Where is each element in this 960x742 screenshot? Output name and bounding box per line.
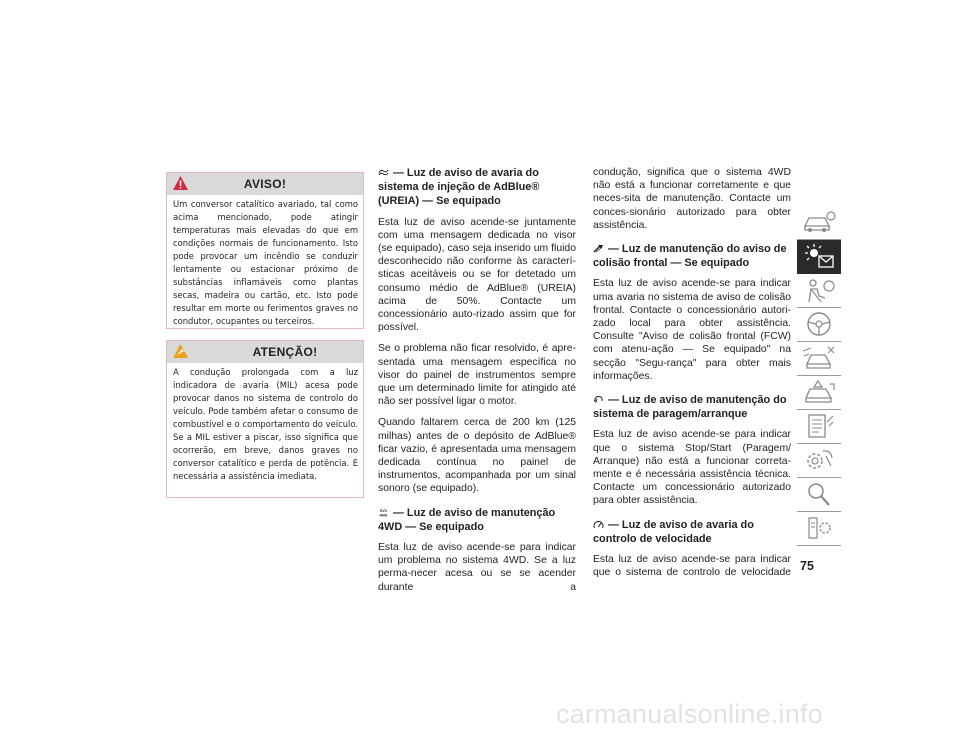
svc-4wd-icon — [378, 508, 389, 517]
section-heading-adblue: — Luz de aviso de avaria do sistema de injeção de AdBlue® (UREIA) — Se equipado — [378, 167, 540, 208]
warning-box-aviso — [166, 172, 364, 329]
paragraph: Esta luz de aviso acende-se para indicar um problema no sistema 4WD. Se a luz perma-necer acesa ou se se acender durante a — [378, 542, 576, 593]
warning-box-text: Um conversor catalítico avariado, tal como acima mencionado, pode atingir temperaturas mais elevadas do que em condições normais de funcionamento. Isto pode provocar um incêndio se conduzir lentamente ou estacionar próximo de substâncias inflamáveis como plantas secas, madeira ou cartão, etc. Isto pode resultar em morte ou ferimentos graves no condutor, ocupantes ou terceiros. — [173, 199, 358, 327]
stop-start-icon — [593, 395, 604, 404]
section-heading-fcw: — Luz de manutenção do aviso de colisão frontal — Se equipado — [593, 243, 787, 270]
warning-box-header — [167, 173, 363, 195]
watermark: carmanualsonline.info — [556, 699, 823, 729]
side-tab-driving[interactable] — [797, 342, 841, 376]
paragraph: Esta luz de aviso acende-se juntamente com uma mensagem dedicada no visor (se equipado), caso seja inserido um fluido desconhecido não conforme às caracterí-sticas aceitáveis ou se for detetado um consumo médio de AdBlue® (UREIA) acima de 50%. Contacte um concessionário auto-rizado assim que for possível. — [378, 216, 576, 334]
caution-box-header — [167, 341, 363, 363]
section-heading-4wd: SVC 4WD — Luz de aviso de manutenção 4WD — Se equipado — [378, 506, 556, 533]
paragraph: Esta luz de aviso acende-se para indicar que o sistema Stop/Start (Paragem/ Arranque) não está a funcionar correta-mente e é necessária assistência técnica. Contacte um concessionário autorizado para obter assistência. — [593, 429, 791, 507]
multimedia-settings-icon — [801, 514, 837, 542]
caution-box-title: ATENÇÃO! — [252, 345, 318, 359]
specifications-gear-icon — [801, 446, 837, 474]
caution-triangle-icon — [172, 343, 189, 359]
side-tab-steering[interactable] — [797, 308, 841, 342]
side-tab-warning-lights[interactable] — [797, 240, 841, 274]
speed-control-icon — [593, 520, 604, 529]
paragraph: condução, significa que o sistema 4WD não está a funcionar corretamente e que neces-sita de manutenção. Contacte um conces-sionário autorizado para obter assistência. — [593, 167, 791, 231]
side-tab-maintenance[interactable] — [797, 410, 841, 444]
side-tab-car-info[interactable] — [797, 206, 841, 240]
caution-box-atencao — [166, 340, 364, 498]
maintenance-checklist-icon — [801, 412, 837, 440]
svg-text:4WD: 4WD — [379, 513, 388, 517]
side-tab-safety[interactable] — [797, 274, 841, 308]
page-number: 75 — [800, 559, 814, 573]
warning-box-title: AVISO! — [243, 177, 287, 191]
car-info-icon — [801, 208, 837, 236]
paragraph: Se o problema não ficar resolvido, é apre-sentada uma mensagem específica no visor do painel de instrumentos sempre que um determinado limite for atingido até não ser possível ligar o motor. — [378, 343, 576, 408]
paragraph: Esta luz de aviso acende-se para indicar uma avaria no sistema de aviso de colisão frontal. Contacte o concessionário autori-zado local para obter assistência. Consulte "Aviso de colisão frontal (FCW) com atenu-ação — Se equipado" na secção "Segu-rança" para obter mais informações. — [593, 278, 791, 382]
steering-wheel-icon — [801, 310, 837, 338]
forward-collision-icon — [593, 244, 604, 253]
car-driving-icon — [801, 344, 837, 372]
paragraph: Quando faltarem cerca de 200 km (125 milhas) antes de o depósito de AdBlue® ficar vazio, é apresentada uma mensagem dedicada contínua no painel de instrumentos, acompanhada por um sinal sonoro (se equipado). — [378, 417, 576, 495]
side-tab-emergency[interactable] — [797, 376, 841, 410]
side-tab-multimedia[interactable] — [797, 512, 841, 546]
paragraph: Esta luz de aviso acende-se para indicar que o sistema de controlo de velocidade — [593, 554, 791, 579]
caution-box-text: A condução prolongada com a luz indicadora de avaria (MIL) acesa pode provocar danos no sistema de controlo do veículo. Pode também afetar o consumo de combustível e o comportamento do veículo. Se a MIL estiver a piscar, isso significa que ocorrerão, em breve, danos graves no conversor catalítico e perda de potência. É necessária a assistência imediata. — [173, 367, 358, 482]
adblue-icon — [378, 168, 389, 177]
search-index-icon — [801, 480, 837, 508]
svg-text:SVC: SVC — [379, 508, 388, 513]
section-heading-stop-start: — Luz de aviso de manutenção do sistema de paragem/arranque — [593, 394, 787, 421]
text-column-left — [378, 166, 576, 594]
text-column-right — [593, 166, 791, 579]
side-tab-specifications[interactable] — [797, 444, 841, 478]
side-tab-index[interactable] — [797, 478, 841, 512]
airbag-seatbelt-icon — [801, 276, 837, 304]
dashboard-warning-lights-icon — [801, 242, 837, 270]
section-heading-speed-control: — Luz de aviso de avaria do controlo de velocidade — [593, 518, 754, 545]
emergency-car-icon — [801, 378, 837, 406]
